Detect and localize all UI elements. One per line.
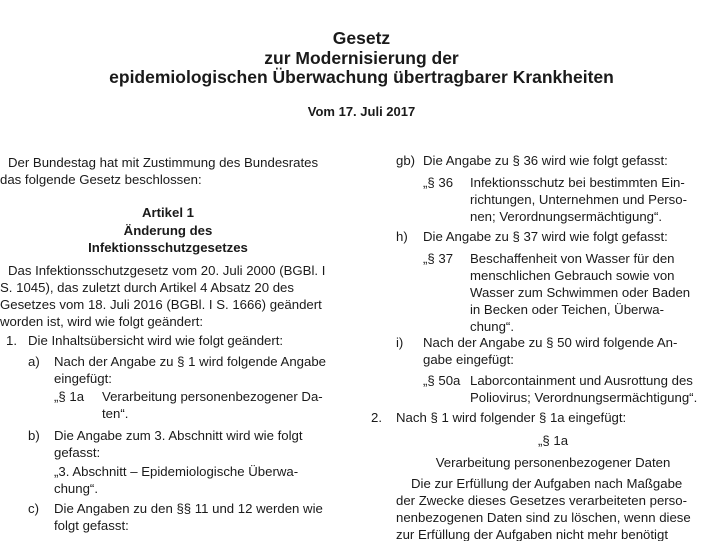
article-label: Artikel 1 <box>141 205 195 220</box>
item-b-line-1: Die Angabe zum 3. Abschnitt wird wie folgt <box>54 428 303 443</box>
item-c-line-2: folgt gefasst: <box>54 518 129 533</box>
item-i-letter: i) <box>396 335 404 350</box>
item-gb-quote-line-3: nen; Verordnungsermächtigung“. <box>470 209 663 224</box>
intro-line-2: das folgende Gesetz beschlossen: <box>0 172 202 187</box>
item-c-line-1: Die Angaben zu den §§ 11 und 12 werden wie <box>54 501 323 516</box>
law-title-line-3: epidemiologischen Überwachung übertragbarer Krankheiten <box>109 67 614 87</box>
section-title: Verarbeitung personenbezogener Daten <box>435 455 671 470</box>
section-para-line-3: nenbezogenen Daten sind zu löschen, wenn diese <box>396 510 691 525</box>
item-gb-quote-line-2: richtungen, Unternehmen und Perso- <box>470 192 687 207</box>
item-a-line-2: eingefügt: <box>54 371 112 386</box>
item-h-quote-number: „§ 37 <box>423 251 454 266</box>
item-h-quote-line-5: chung“. <box>470 319 514 334</box>
law-date: Vom 17. Juli 2017 <box>307 104 416 119</box>
item-i-line-1: Nach der Angabe zu § 50 wird folgende An- <box>423 335 678 350</box>
item-h-letter: h) <box>396 229 408 244</box>
article-para-line-2: S. 1045), das zuletzt durch Artikel 4 Absatz 20 des <box>0 280 294 295</box>
item-a-quote-number: „§ 1a <box>54 389 85 404</box>
item-gb-text: Die Angabe zu § 36 wird wie folgt gefasst: <box>423 153 668 168</box>
item-b-letter: b) <box>28 428 40 443</box>
item-i-quote-line-2: Poliovirus; Verordnungsermächtigung“. <box>470 390 698 405</box>
section-para-line-4: zur Erfüllung der Aufgaben nicht mehr benötigt <box>396 527 668 541</box>
article-para-line-4: worden ist, wird wie folgt geändert: <box>0 314 204 329</box>
article-title-line-2: Infektionsschutzgesetzes <box>88 240 248 255</box>
item-h-quote-line-4: in Becken oder Teichen, Überwa- <box>470 302 665 317</box>
item-a-letter: a) <box>28 354 40 369</box>
item-1-text: Die Inhaltsübersicht wird wie folgt geändert: <box>28 333 284 348</box>
item-gb-quote-number: „§ 36 <box>423 175 454 190</box>
item-1-number: 1. <box>6 333 17 348</box>
item-b-line-2: gefasst: <box>54 445 101 460</box>
item-i-quote-number: „§ 50a <box>423 373 461 388</box>
article-para-line-3: Gesetzes vom 18. Juli 2016 (BGBl. I S. 1666) geändert <box>0 297 322 312</box>
item-h-quote-line-2: menschlichen Gebrauch sowie von <box>470 268 675 283</box>
law-title-line-2: zur Modernisierung der <box>264 48 459 68</box>
item-2-number: 2. <box>371 410 382 425</box>
item-a-quote-line-2: ten“. <box>102 406 129 421</box>
intro-line-1: Der Bundestag hat mit Zustimmung des Bundesrates <box>8 155 319 170</box>
item-2-text: Nach § 1 wird folgender § 1a eingefügt: <box>396 410 627 425</box>
item-c-letter: c) <box>28 501 39 516</box>
item-i-line-2: gabe eingefügt: <box>423 352 514 367</box>
section-number: „§ 1a <box>537 433 569 448</box>
law-title-line-1: Gesetz <box>332 28 391 48</box>
item-i-quote-line-1: Laborcontainment und Ausrottung des <box>470 373 693 388</box>
item-gb-letter: gb) <box>396 153 416 168</box>
item-a-line-1: Nach der Angabe zu § 1 wird folgende Angabe <box>54 354 327 369</box>
item-b-quote-line-1: „3. Abschnitt – Epidemiologische Überwa- <box>54 464 299 479</box>
article-para-line-1: Das Infektionsschutzgesetz vom 20. Juli 2000 (BGBl. I <box>8 263 326 278</box>
section-para-line-1: Die zur Erfüllung der Aufgaben nach Maßgabe <box>411 476 683 491</box>
item-h-quote-line-3: Wasser zum Schwimmen oder Baden <box>470 285 691 300</box>
item-h-quote-line-1: Beschaffenheit von Wasser für den <box>470 251 675 266</box>
section-para-line-2: der Zwecke dieses Gesetzes verarbeiteten perso- <box>396 493 687 508</box>
item-b-quote-line-2: chung“. <box>54 481 98 496</box>
item-gb-quote-line-1: Infektionsschutz bei bestimmten Ein- <box>470 175 685 190</box>
item-a-quote-line-1: Verarbeitung personenbezogener Da- <box>102 389 323 404</box>
article-title-line-1: Änderung des <box>123 223 213 238</box>
item-h-text: Die Angabe zu § 37 wird wie folgt gefasst: <box>423 229 668 244</box>
